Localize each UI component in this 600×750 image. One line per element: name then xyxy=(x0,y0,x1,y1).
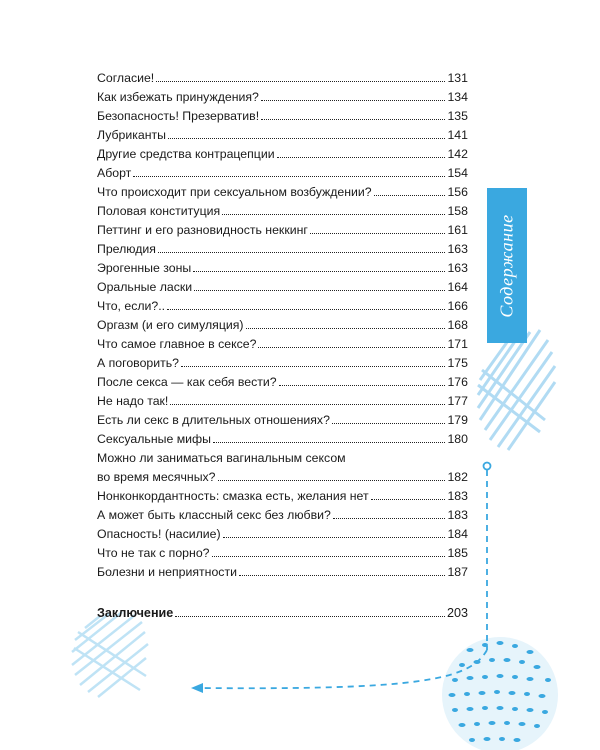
toc-title: Как избежать принуждения? xyxy=(97,90,259,104)
leader-dots xyxy=(258,347,445,348)
toc-title: Можно ли заниматься вагинальным сексом xyxy=(97,451,346,465)
toc-title: Эрогенные зоны xyxy=(97,261,192,275)
toc-entry[interactable] xyxy=(97,275,468,294)
toc-page: 163 xyxy=(447,242,468,256)
toc-page: 166 xyxy=(447,299,468,313)
toc-page: 154 xyxy=(447,166,468,180)
toc-title: Аборт xyxy=(97,166,132,180)
toc-title: Что, если?.. xyxy=(97,299,166,313)
toc-title: А может быть классный секс без любви? xyxy=(97,508,331,522)
toc-title: Заключение xyxy=(97,606,174,620)
toc-title: Что происходит при сексуальном возбуждении? xyxy=(97,185,372,199)
leader-dots xyxy=(332,423,446,424)
leader-dots xyxy=(279,385,446,386)
scribble-circle-right xyxy=(478,330,555,450)
toc-page: 161 xyxy=(447,223,468,237)
toc-title: во время месячных? xyxy=(97,470,216,484)
toc-entry[interactable] xyxy=(97,408,468,427)
toc-entry[interactable] xyxy=(97,389,468,408)
spacer xyxy=(97,579,468,601)
leader-dots xyxy=(193,271,445,272)
toc-entry-first-line[interactable] xyxy=(97,446,468,465)
toc-page: 177 xyxy=(447,394,468,408)
leader-dots xyxy=(239,575,446,576)
leader-dots xyxy=(246,328,446,329)
toc-title: Болезни и неприятности xyxy=(97,565,237,579)
section-tab xyxy=(487,188,527,343)
toc-title: Другие средства контрацепции xyxy=(97,147,275,161)
toc-page: 163 xyxy=(447,261,468,275)
toc-page: 185 xyxy=(447,546,468,560)
toc-entry[interactable] xyxy=(97,85,468,104)
toc-page: 175 xyxy=(447,356,468,370)
toc-entry[interactable] xyxy=(97,522,468,541)
toc-page: 156 xyxy=(447,185,468,199)
table-of-contents xyxy=(97,66,468,620)
leader-dots xyxy=(277,157,446,158)
toc-entry[interactable] xyxy=(97,484,468,503)
toc-page: 183 xyxy=(447,489,468,503)
toc-page: 180 xyxy=(447,432,468,446)
dotted-circle xyxy=(442,637,558,750)
toc-entry[interactable] xyxy=(97,294,468,313)
toc-entry[interactable] xyxy=(97,560,468,579)
leader-dots xyxy=(371,499,446,500)
toc-entry[interactable] xyxy=(97,370,468,389)
leader-dots xyxy=(261,119,445,120)
toc-page: 187 xyxy=(447,565,468,579)
toc-entry[interactable] xyxy=(97,351,468,370)
leader-dots xyxy=(133,176,445,177)
leader-dots xyxy=(213,442,445,443)
toc-page: 203 xyxy=(446,606,468,620)
toc-entry[interactable] xyxy=(97,142,468,161)
leader-dots xyxy=(374,195,446,196)
toc-title: Сексуальные мифы xyxy=(97,432,211,446)
toc-title: Есть ли секс в длительных отношениях? xyxy=(97,413,330,427)
toc-page: 158 xyxy=(447,204,468,218)
toc-page: 182 xyxy=(447,470,468,484)
toc-title: Что не так с порно? xyxy=(97,546,210,560)
leader-dots xyxy=(170,404,445,405)
toc-entry[interactable] xyxy=(97,332,468,351)
toc-page: 134 xyxy=(447,90,468,104)
toc-page: 131 xyxy=(447,71,468,85)
toc-entry[interactable] xyxy=(97,161,468,180)
leader-dots xyxy=(156,81,445,82)
toc-entry[interactable] xyxy=(97,218,468,237)
toc-title: Безопасность! Презерватив! xyxy=(97,109,260,123)
toc-title: Петтинг и его разновидность неккинг xyxy=(97,223,308,237)
toc-entry[interactable] xyxy=(97,427,468,446)
toc-title: Что самое главное в сексе? xyxy=(97,337,257,351)
toc-entry[interactable] xyxy=(97,180,468,199)
leader-dots xyxy=(168,138,445,139)
toc-page: 142 xyxy=(447,147,468,161)
leader-dots xyxy=(167,309,445,310)
leader-dots xyxy=(261,100,446,101)
leader-dots xyxy=(222,214,445,215)
toc-title: Нонконкордантность: смазка есть, желания нет xyxy=(97,489,369,503)
toc-entry[interactable] xyxy=(97,465,468,484)
leader-dots xyxy=(181,366,445,367)
leader-dots xyxy=(223,537,446,538)
toc-entry[interactable] xyxy=(97,199,468,218)
leader-dots xyxy=(333,518,446,519)
leader-dots xyxy=(158,252,446,253)
toc-entry[interactable] xyxy=(97,256,468,275)
arrow-head xyxy=(191,683,203,693)
toc-entry[interactable] xyxy=(97,237,468,256)
toc-page: 171 xyxy=(447,337,468,351)
toc-title: Оральные ласки xyxy=(97,280,193,294)
toc-title: После секса — как себя вести? xyxy=(97,375,277,389)
toc-title: Прелюдия xyxy=(97,242,156,256)
scribble-circle-left xyxy=(72,612,148,697)
toc-title: А поговорить? xyxy=(97,356,179,370)
toc-page: 141 xyxy=(447,128,468,142)
toc-entry[interactable] xyxy=(97,313,468,332)
toc-page: 168 xyxy=(447,318,468,332)
toc-title: Согласие! xyxy=(97,71,155,85)
toc-entry[interactable] xyxy=(97,66,468,85)
toc-entry-conclusion[interactable] xyxy=(97,601,468,620)
leader-dots xyxy=(175,616,445,617)
toc-page: 176 xyxy=(447,375,468,389)
toc-title: Опасность! (насилие) xyxy=(97,527,221,541)
toc-page: 179 xyxy=(447,413,468,427)
leader-dots xyxy=(310,233,446,234)
toc-page: 135 xyxy=(447,109,468,123)
leader-dots xyxy=(194,290,445,291)
toc-entry[interactable] xyxy=(97,503,468,522)
toc-page: 183 xyxy=(447,508,468,522)
section-tab-label: Содержание xyxy=(496,213,517,318)
toc-page: 184 xyxy=(447,527,468,541)
toc-title: Лубриканты xyxy=(97,128,166,142)
toc-page: 164 xyxy=(447,280,468,294)
toc-entry[interactable] xyxy=(97,123,468,142)
leader-dots xyxy=(212,556,446,557)
leader-dots xyxy=(218,480,446,481)
toc-title: Не надо так! xyxy=(97,394,169,408)
toc-title: Оргазм (и его симуляция) xyxy=(97,318,244,332)
toc-entry[interactable] xyxy=(97,541,468,560)
toc-entry[interactable] xyxy=(97,104,468,123)
toc-title: Половая конституция xyxy=(97,204,221,218)
